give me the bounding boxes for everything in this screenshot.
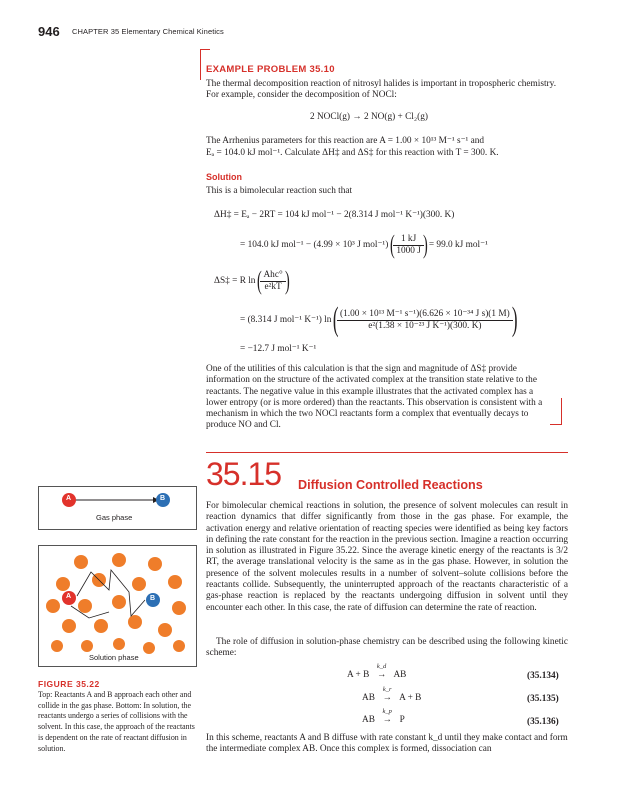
example-rule-vertical [200,49,201,80]
gas-phase-diagram [39,487,196,529]
reaction-equation: 2 NOCl(g) → 2 NO(g) + Cl₂(g) [310,112,428,122]
rxn-136-number: (35.136) [527,717,559,727]
ds-equation-line2: = (8.314 J mol⁻¹ K⁻¹) ln ( $\frac{\text{(1.00 × 10¹³ M⁻¹ s⁻¹)(6.626 × 10⁻³⁴ J s)(1 M)}}{\text{e²(1.38 × 10⁻²³ J K⁻¹)(300. K)}}$ ) [240,301,518,338]
section-title: Diffusion Controlled Reactions [298,478,483,492]
reactant-b-solution-label: B [150,595,156,602]
rxn-135-number: (35.135) [527,694,559,704]
ds-fraction-2: $\frac{\text{(1.00 × 10¹³ M⁻¹ s⁻¹)(6.626 × 10⁻³⁴ J s)(1 M)}}{\text{e²(1.38 × 10⁻²³ J K⁻¹)(300. K)}}$ [337,309,513,332]
rxn-135-arrow: → k_r [382,686,392,703]
section-rule [206,452,568,453]
figure-caption: Top: Reactants A and B approach each other and collide in the gas phase. Bottom: In solution, the reactants undergo a series of collisions with the solvent. In this case, the approach of the reactants is dependent on the rate of reactant diffusion in solution. [38,690,195,753]
rxn-134-lhs: A + B [347,670,370,680]
dh-result: = 99.0 kJ mol⁻¹ [428,240,488,251]
ds-line2-text: = (8.314 J mol⁻¹ K⁻¹) ln [240,315,332,326]
gas-phase-panel [38,486,197,530]
figure-caption-title: FIGURE 35.22 [38,679,100,689]
section-paragraph-3: In this scheme, reactants A and B diffuse with rate constant k_d until they make contact and form the intermediate complex AB. Once this complex is formed, dissociation can [206,733,568,755]
chapter-header: CHAPTER 35 Elementary Chemical Kinetics [72,27,224,36]
reaction-135 [362,686,422,703]
dh-line2-text: = 104.0 kJ mol⁻¹ − (4.99 × 10³ J mol⁻¹) [240,240,389,251]
reaction-134 [347,663,407,680]
rxn-135-lhs: AB [362,693,375,703]
example-intro: The thermal decomposition reaction of nitrosyl halides is important in tropospheric chemistry. For example, consider the decomposition of NOCl: [206,79,557,101]
example-end-rule-vertical [561,398,562,424]
page-number: 946 [38,24,60,39]
ds-lhs: ΔS‡ = R ln [214,276,256,287]
example-end-rule-horizontal [550,424,562,425]
reactant-a-gas-label: A [66,495,72,502]
solution-phase-panel [38,545,197,667]
solution-label: Solution [206,172,242,182]
rxn-134-rhs: AB [393,670,407,680]
params-line-2: Eₐ = 104.0 kJ mol⁻¹. Calculate ΔH‡ and ΔS‡ for this reaction with T = 300. K. [206,148,499,158]
dh-equation-line1: ΔH‡ = Eₐ − 2RT = 104 kJ mol⁻¹ − 2(8.314 J mol⁻¹ K⁻¹)(300. K) [214,210,455,220]
rxn-135-rhs: A + B [399,693,422,703]
dh-equation-line2: = 104.0 kJ mol⁻¹ − (4.99 × 10³ J mol⁻¹) ( $\frac{1 kJ}{1000 J}$ ) = 99.0 kJ mol⁻¹ [240,230,488,259]
example-rule-horizontal [200,49,210,50]
rxn-134-arrow: → k_d [376,663,387,680]
reactant-b-gas-label: B [160,495,166,502]
example-conclusion: One of the utilities of this calculation is that the sign and magnitude of ΔS‡ provide information on the structure of the activated complex at the transition state relative to the reactants. The negative value in this example illustrates that the activated complex has a lower entropy (or is more ordered) than the reactants. This observation is consistent with a mechanism in which the two NOCl reactants form a complex that eventually decays to produce NO and Cl. [206,364,543,431]
ds-result: = −12.7 J mol⁻¹ K⁻¹ [240,344,317,354]
rxn-136-rhs: P [399,715,405,725]
section-paragraph-2: The role of diffusion in solution-phase chemistry can be described using the following kinetic scheme: [206,637,568,659]
reaction-136 [362,708,405,725]
solution-intro: This is a bimolecular reaction such that [206,186,353,196]
ds-equation-line1: ΔS‡ = R ln ( $\frac{\text{Ahc°}}{\text{e²kT}}$ ) [214,266,290,295]
solution-phase-diagram [39,546,196,666]
reactant-a-solution-label: A [66,593,72,600]
dh-fraction: $\frac{1 kJ}{1000 J}$ [393,234,424,257]
section-paragraph-1: For bimolecular chemical reactions in solution, the presence of solvent molecules can result in reaction dynamics that differ significantly from those in the gas phase. For example, the activation energy and relative orientation of reacting species were identified as being key factors in defining the rate constant for the reaction in the previous section. Imagine a reaction occurring in solution as illustrated in Figure 35.22. Since the average kinetic energy of the reactants is 3/2 RT, the average translational velocity is the same as in the gas phase. However, in solution the presence of the solvent molecules results in a number of solvent–solute collisions before the reactants collide. Subsequently, the uninterrupted approach of the reactants characteristic of a gas-phase reaction is replaced by the reactants undergoing diffusion in solvent until they encounter each other. In this case, the rate of diffusion can determine the rate of reaction. [206,501,568,613]
solution-phase-label: Solution phase [89,653,139,662]
rxn-136-lhs: AB [362,715,375,725]
ds-fraction: $\frac{\text{Ahc°}}{\text{e²kT}}$ [260,270,285,293]
rxn-134-number: (35.134) [527,671,559,681]
params-line-1: The Arrhenius parameters for this reaction are A = 1.00 × 10¹³ M⁻¹ s⁻¹ and [206,136,485,146]
gas-phase-label: Gas phase [96,513,133,522]
section-number: 35.15 [206,456,282,492]
example-title: EXAMPLE PROBLEM 35.10 [206,64,335,75]
rxn-136-arrow: → k_p [382,708,392,725]
